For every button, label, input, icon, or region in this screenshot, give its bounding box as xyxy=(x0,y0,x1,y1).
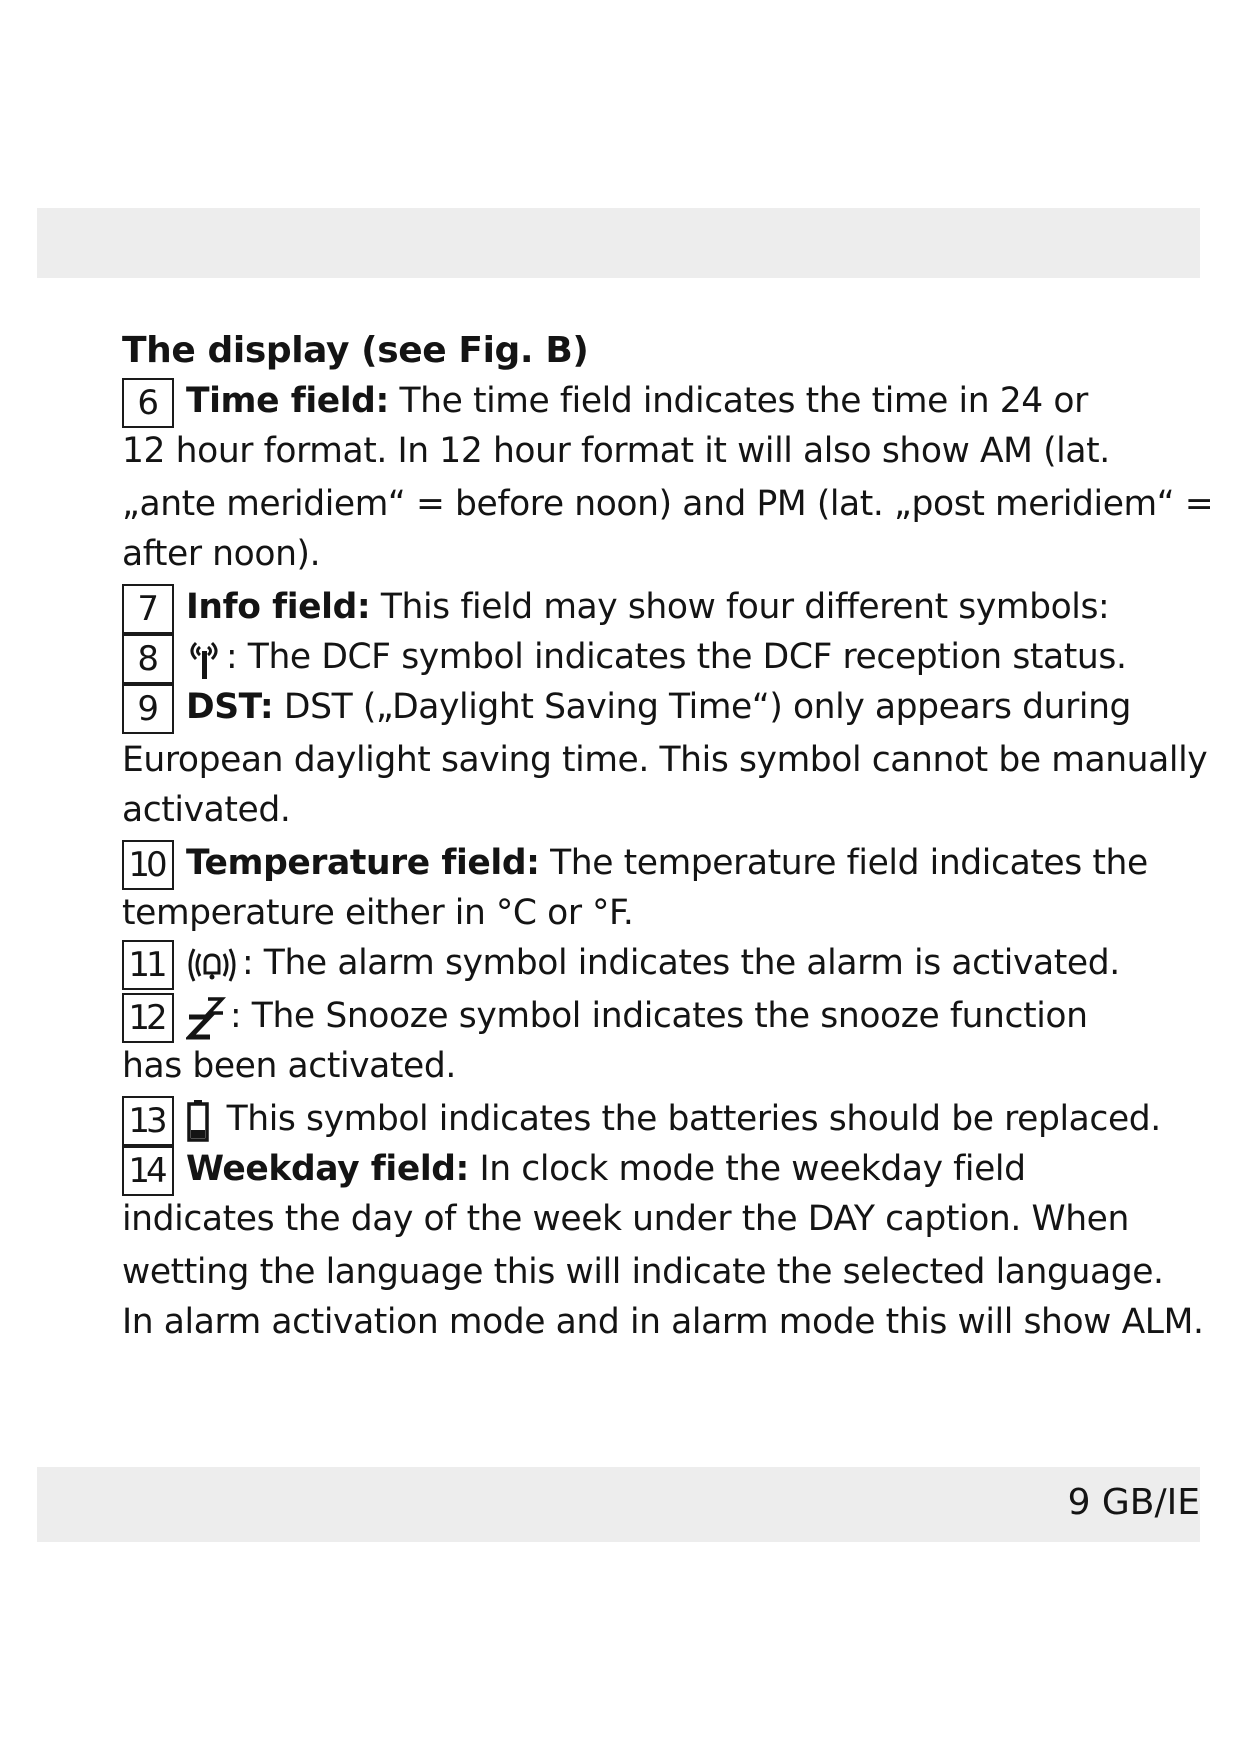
item-text: This field may show four different symbols: xyxy=(370,587,1110,627)
snooze-icon xyxy=(186,995,226,1041)
header-band xyxy=(37,208,1200,278)
item-text: The temperature field indicates the xyxy=(539,843,1148,883)
section-heading: The display (see Fig. B) xyxy=(122,330,589,371)
item-text-line: after noon). xyxy=(122,534,321,574)
item-number-box: 10 xyxy=(122,840,174,890)
dcf-reception-icon xyxy=(186,637,222,681)
item-text: : The alarm symbol indicates the alarm is activated. xyxy=(242,943,1120,983)
display-section xyxy=(122,326,1214,1347)
item-text-line: „ante meridiem“ = before noon) and PM (lat. „post meridiem“ = xyxy=(122,484,1214,524)
item-number-box: 11 xyxy=(122,940,174,990)
item-text: In clock mode the weekday field xyxy=(468,1149,1026,1189)
item-text: : The DCF symbol indicates the DCF reception status. xyxy=(226,637,1127,677)
item-weekday-field xyxy=(122,1144,1122,1194)
item-number-box: 13 xyxy=(122,1096,174,1146)
item-text-line: activated. xyxy=(122,790,291,830)
item-number-box: 12 xyxy=(122,993,174,1043)
item-battery-symbol xyxy=(122,1094,1161,1144)
item-alarm-symbol xyxy=(122,938,1122,988)
item-number-box: 14 xyxy=(122,1146,174,1196)
item-dcf-symbol xyxy=(122,632,1127,682)
item-text-line: indicates the day of the week under the DAY caption. When xyxy=(122,1199,1129,1239)
item-text-line: temperature either in °C or °F. xyxy=(122,893,634,933)
item-text: DST („Daylight Saving Time“) only appears during xyxy=(273,687,1132,727)
item-number-box: 6 xyxy=(122,378,174,428)
item-temperature-field xyxy=(122,838,1148,888)
item-text-line: 12 hour format. In 12 hour format it will also show AM (lat. xyxy=(122,431,1110,471)
item-text: The time field indicates the time in 24 or xyxy=(388,381,1088,421)
item-text-line: wetting the language this will indicate the selected language. xyxy=(122,1252,1164,1292)
item-number-box: 8 xyxy=(122,634,174,684)
item-dst xyxy=(122,682,1132,732)
item-term: Weekday field: xyxy=(186,1149,469,1189)
item-text-line: In alarm activation mode and in alarm mode this will show ALM. xyxy=(122,1302,1204,1342)
item-term: Info field: xyxy=(186,587,371,627)
item-text: : The Snooze symbol indicates the snooze function xyxy=(230,996,1088,1036)
item-info-field xyxy=(122,582,1122,632)
item-text-line: has been activated. xyxy=(122,1046,456,1086)
alarm-icon xyxy=(186,943,238,987)
item-time-field xyxy=(122,376,1122,426)
item-number-box: 7 xyxy=(122,584,174,634)
battery-icon xyxy=(186,1098,212,1144)
item-text-line: European daylight saving time. This symbol cannot be manually xyxy=(122,740,1208,780)
item-term: Temperature field: xyxy=(186,843,540,883)
item-term: Time field: xyxy=(186,381,389,421)
item-term: DST: xyxy=(186,687,274,727)
page-number: 9 GB/IE xyxy=(1067,1482,1200,1523)
item-number-box: 9 xyxy=(122,684,174,734)
item-text: This symbol indicates the batteries should be replaced. xyxy=(216,1099,1161,1139)
item-snooze-symbol xyxy=(122,991,1122,1041)
